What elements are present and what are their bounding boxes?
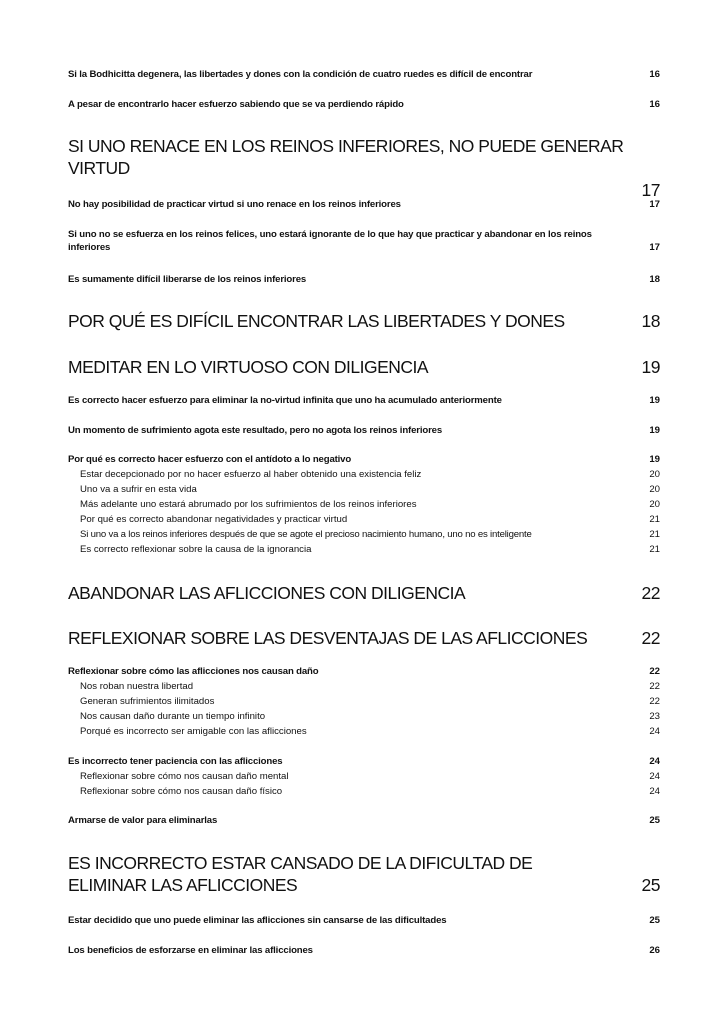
toc-heading[interactable] xyxy=(68,852,660,896)
toc-entry-title: Si la Bodhicitta degenera, las libertades y dones con la condición de cuatro ruedes es difícil de encontrar xyxy=(68,69,533,80)
toc-heading-title: SI UNO RENACE EN LOS REINOS INFERIORES, NO PUEDE GENERAR VIRTUD xyxy=(68,136,624,178)
toc-item-page: 22 xyxy=(649,681,660,692)
toc-item-page: 21 xyxy=(649,514,660,525)
toc-heading-page: 22 xyxy=(641,583,660,603)
toc-item-page: 21 xyxy=(649,544,660,555)
toc-heading-page: 19 xyxy=(641,357,660,377)
toc-item-title: Nos causan daño durante un tiempo infinito xyxy=(80,711,266,722)
toc-entry-page: 26 xyxy=(649,945,660,956)
toc-heading[interactable] xyxy=(68,135,660,201)
toc-item-title: Generan sufrimientos ilimitados xyxy=(80,696,215,707)
toc-heading-title: ABANDONAR LAS AFLICCIONES CON DILIGENCIA xyxy=(68,583,466,603)
toc-entry[interactable] xyxy=(68,665,660,678)
toc-item-page: 24 xyxy=(649,726,660,737)
toc-entry-title: Un momento de sufrimiento agota este resultado, pero no agota los reinos inferiores xyxy=(68,425,443,436)
toc-entry-page: 16 xyxy=(649,99,660,110)
toc-entry[interactable] xyxy=(68,914,660,927)
toc-entry-page: 22 xyxy=(649,666,660,677)
toc-item[interactable] xyxy=(68,725,660,738)
toc-heading-page: 22 xyxy=(641,628,660,648)
toc-entry-page: 16 xyxy=(649,69,660,80)
toc-entry-page: 18 xyxy=(649,274,660,285)
toc-entry-page: 17 xyxy=(649,242,660,253)
toc-item-page: 24 xyxy=(649,786,660,797)
toc-item[interactable] xyxy=(68,770,660,783)
toc-heading-title: REFLEXIONAR SOBRE LAS DESVENTAJAS DE LAS AFLICCIONES xyxy=(68,628,588,648)
toc-entry-title: Por qué es correcto hacer esfuerzo con el antídoto a lo negativo xyxy=(68,454,352,465)
toc-item[interactable] xyxy=(68,513,660,526)
toc-item[interactable] xyxy=(68,468,660,481)
toc-entry[interactable] xyxy=(68,273,660,286)
toc-item-page: 20 xyxy=(649,499,660,510)
toc-entry[interactable] xyxy=(68,424,660,437)
toc-entry-title: No hay posibilidad de practicar virtud si uno renace en los reinos inferiores xyxy=(68,199,401,210)
toc-item-title: Reflexionar sobre cómo nos causan daño mental xyxy=(80,771,289,782)
toc-entry-title: A pesar de encontrarlo hacer esfuerzo sabiendo que se va perdiendo rápido xyxy=(68,99,404,110)
toc-item-page: 23 xyxy=(649,711,660,722)
toc-item-title: Nos roban nuestra libertad xyxy=(80,681,194,692)
toc-item-title: Por qué es correcto abandonar negatividades y practicar virtud xyxy=(80,514,348,525)
toc-item-title: Porqué es incorrecto ser amigable con las aflicciones xyxy=(80,726,307,737)
toc-heading-page: 17 xyxy=(641,180,660,200)
toc-entry-title: Armarse de valor para eliminarlas xyxy=(68,815,218,826)
toc-entry-title: Si uno no se esfuerza en los reinos felices, uno estará ignorante de lo que hay que practicar y abandonar en los reinos inferiores xyxy=(68,229,592,253)
toc-entry-page: 19 xyxy=(649,425,660,436)
toc-entry-title: Es sumamente difícil liberarse de los reinos inferiores xyxy=(68,274,307,285)
toc-heading[interactable] xyxy=(68,356,660,378)
toc-item[interactable] xyxy=(68,528,660,541)
toc-item-title: Si uno va a los reinos inferiores después de que se agote el precioso nacimiento humano, uno no es inteligente xyxy=(80,529,532,540)
toc-item[interactable] xyxy=(68,695,660,708)
toc-entry[interactable] xyxy=(68,755,660,768)
toc-entry-page: 25 xyxy=(649,815,660,826)
toc-entry-page: 19 xyxy=(649,454,660,465)
toc-item-page: 24 xyxy=(649,771,660,782)
toc-heading-title: POR QUÉ ES DIFÍCIL ENCONTRAR LAS LIBERTADES Y DONES xyxy=(68,311,565,331)
toc-entry[interactable] xyxy=(68,68,660,81)
toc-heading-title: ES INCORRECTO ESTAR CANSADO DE LA DIFICULTAD DE ELIMINAR LAS AFLICCIONES xyxy=(68,853,533,895)
toc-item-page: 21 xyxy=(649,529,660,540)
toc-entry[interactable] xyxy=(68,228,660,254)
toc-item-page: 22 xyxy=(649,696,660,707)
toc-item[interactable] xyxy=(68,710,660,723)
toc-item[interactable] xyxy=(68,785,660,798)
toc-entry[interactable] xyxy=(68,98,660,111)
toc-heading-page: 25 xyxy=(641,875,660,895)
toc-entry-page: 24 xyxy=(649,756,660,767)
toc-entry[interactable] xyxy=(68,814,660,827)
toc-entry-title: Es incorrecto tener paciencia con las aflicciones xyxy=(68,756,283,767)
toc-entry[interactable] xyxy=(68,453,660,466)
toc-entry[interactable] xyxy=(68,394,660,407)
toc-heading[interactable] xyxy=(68,627,660,649)
toc-item-page: 20 xyxy=(649,484,660,495)
toc-item-page: 20 xyxy=(649,469,660,480)
toc-entry-page: 19 xyxy=(649,395,660,406)
toc-item[interactable] xyxy=(68,483,660,496)
toc-entry-page: 25 xyxy=(649,915,660,926)
toc-entry-title: Estar decidido que uno puede eliminar las aflicciones sin cansarse de las dificultades xyxy=(68,915,447,926)
toc-item-title: Es correcto reflexionar sobre la causa de la ignorancia xyxy=(80,544,312,555)
toc-heading[interactable] xyxy=(68,310,660,332)
toc-entry-title: Es correcto hacer esfuerzo para eliminar la no-virtud infinita que uno ha acumulado anteriormente xyxy=(68,395,502,406)
toc-entry-title: Los beneficios de esforzarse en eliminar las aflicciones xyxy=(68,945,313,956)
toc-item-title: Más adelante uno estará abrumado por los sufrimientos de los reinos inferiores xyxy=(80,499,417,510)
toc-item[interactable] xyxy=(68,543,660,556)
toc-heading-page: 18 xyxy=(641,311,660,331)
toc-heading-title: MEDITAR EN LO VIRTUOSO CON DILIGENCIA xyxy=(68,357,429,377)
toc-item[interactable] xyxy=(68,498,660,511)
toc-item-title: Reflexionar sobre cómo nos causan daño físico xyxy=(80,786,283,797)
toc-item[interactable] xyxy=(68,680,660,693)
toc-heading[interactable] xyxy=(68,582,660,604)
toc-entry[interactable] xyxy=(68,198,660,211)
toc-entry[interactable] xyxy=(68,944,660,957)
toc-entry-title: Reflexionar sobre cómo las aflicciones nos causan daño xyxy=(68,666,319,677)
toc-item-title: Estar decepcionado por no hacer esfuerzo al haber obtenido una existencia feliz xyxy=(80,469,422,480)
toc-entry-page: 17 xyxy=(649,199,660,210)
toc-item-title: Uno va a sufrir en esta vida xyxy=(80,484,197,495)
